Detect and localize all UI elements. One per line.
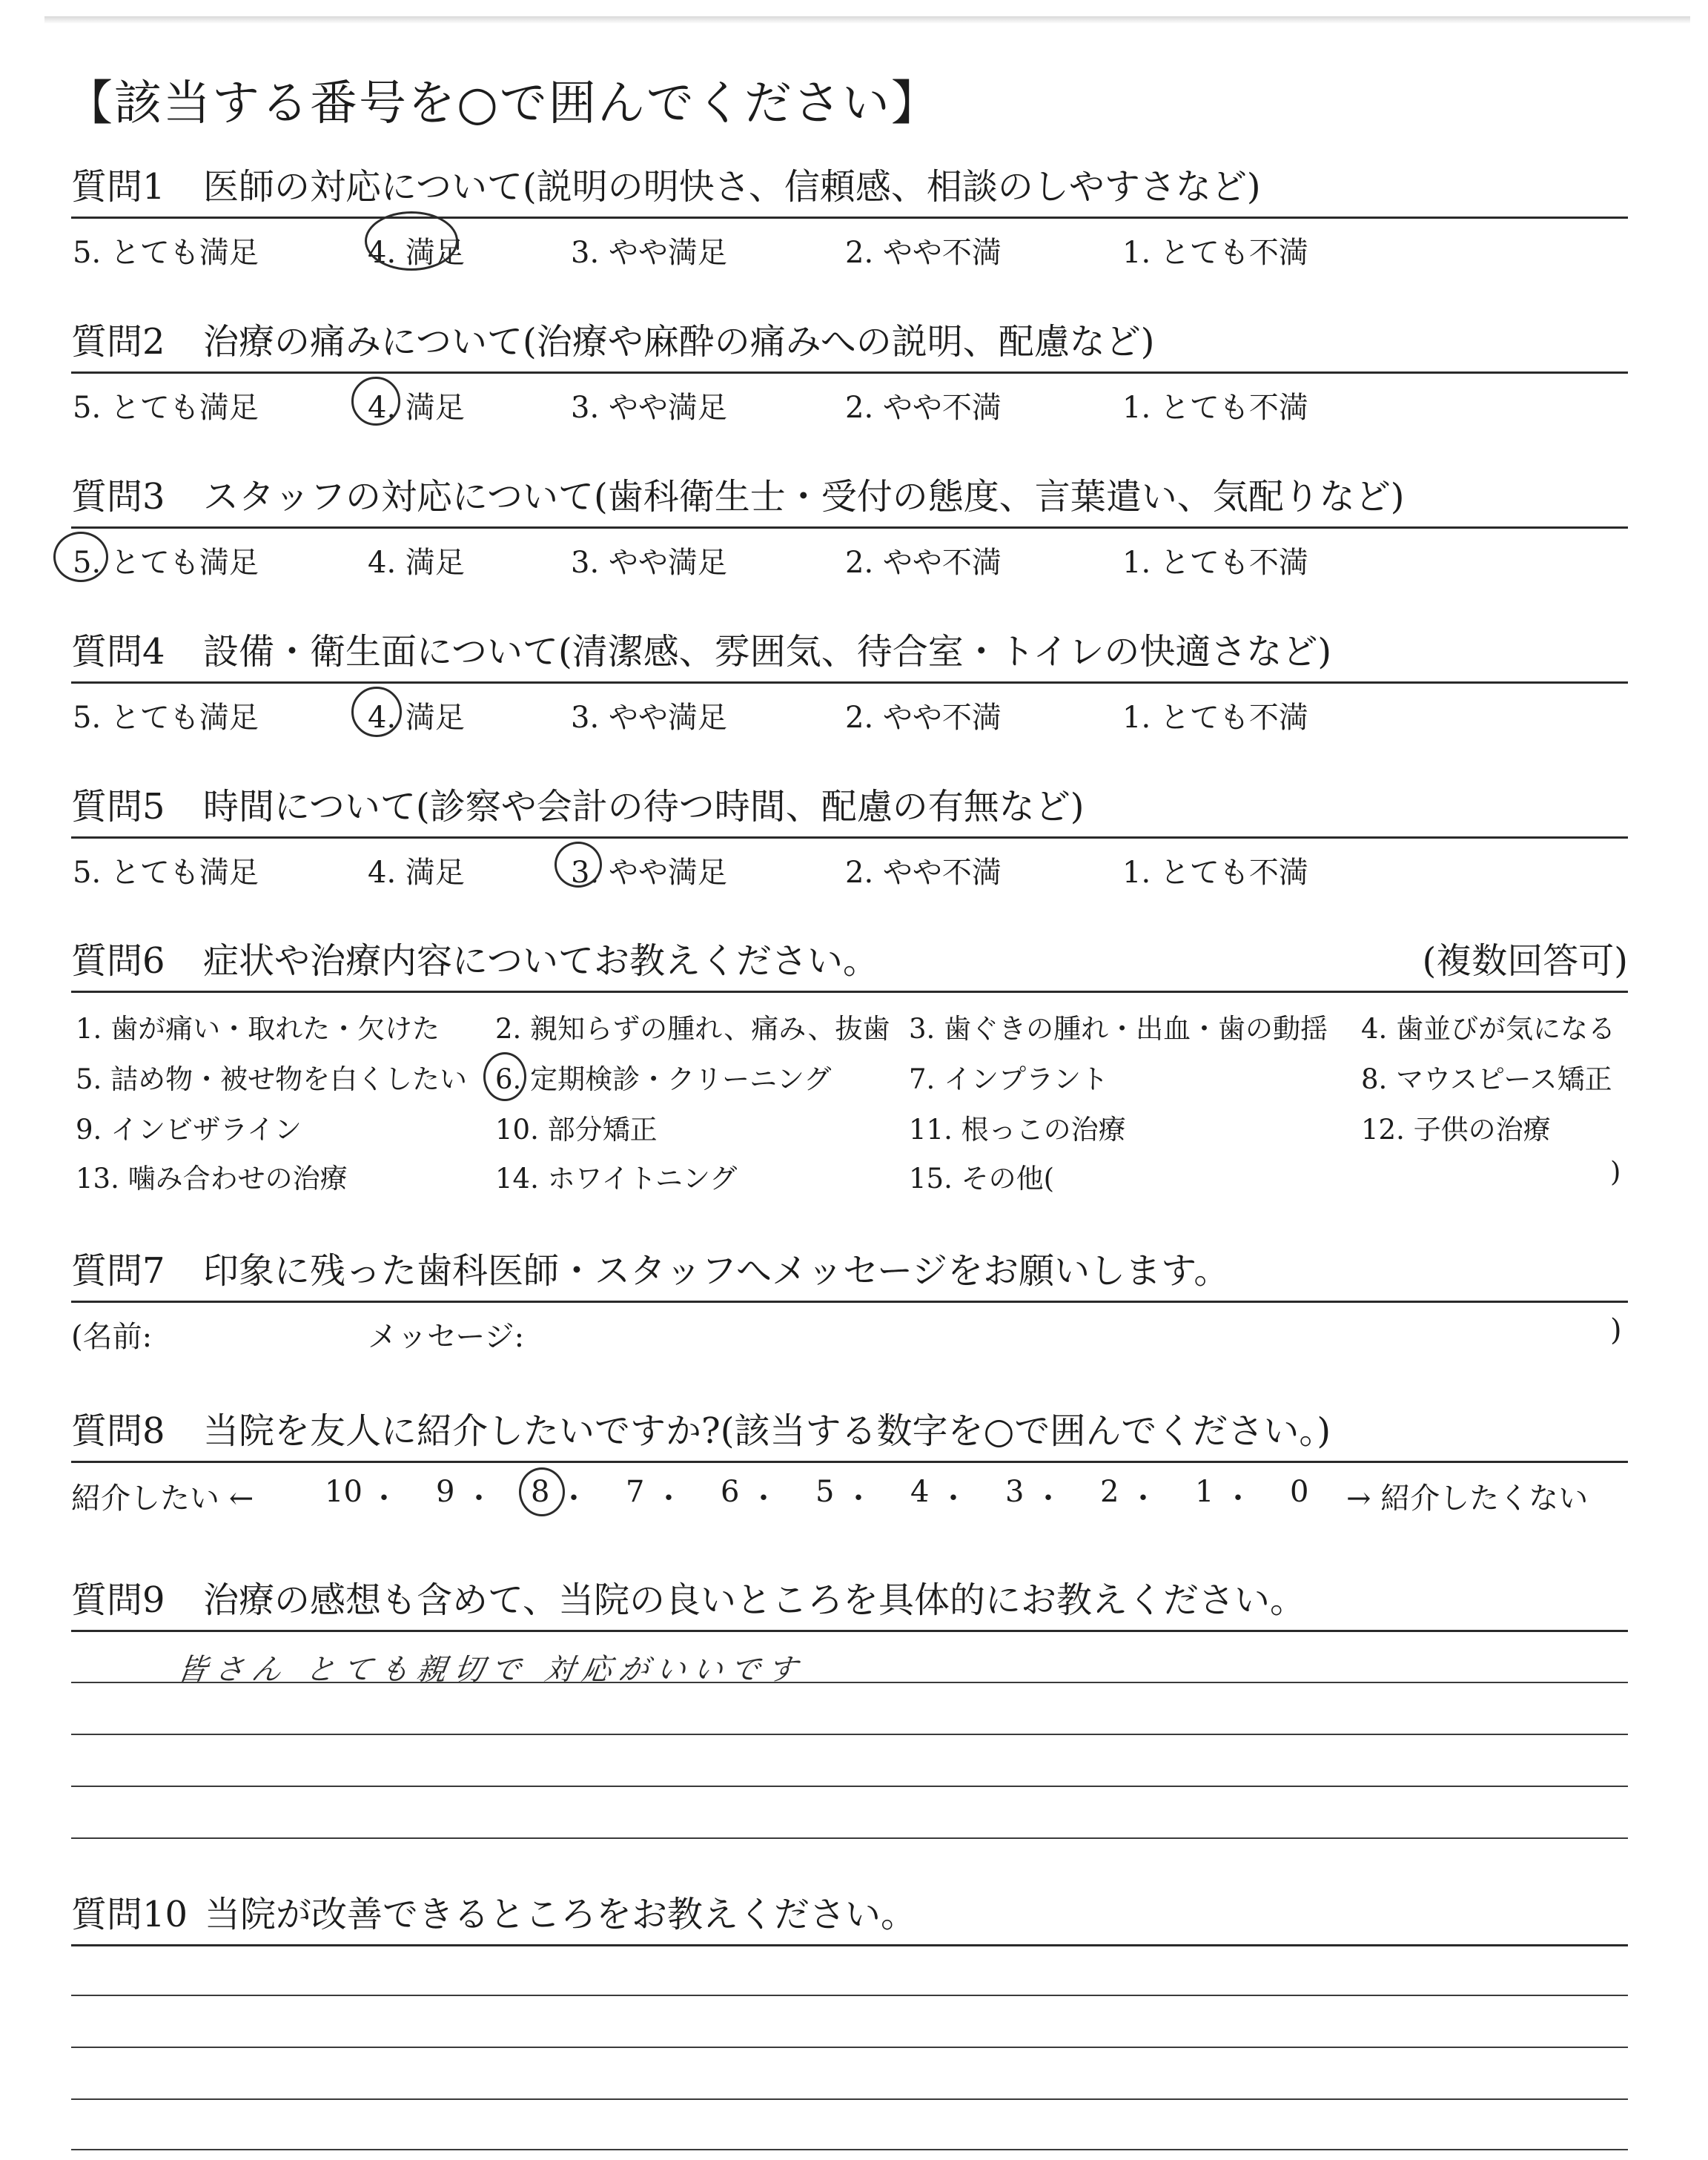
option-1-very-dissatisfied[interactable]: 1. とても不満 [1122, 236, 1308, 270]
q6-other-close-paren: ) [1610, 1156, 1621, 1188]
question-4-text: 設備・衛生面について(清潔感、雰囲気、待合室・トイレの快適さなど) [203, 631, 1332, 673]
option-2-somewhat-dissatisfied[interactable]: 2. やや不満 [845, 236, 1002, 270]
scale-9[interactable]: 9 [436, 1475, 455, 1509]
scale-dot: ・ [369, 1482, 399, 1516]
scale-5[interactable]: 5 [815, 1475, 835, 1509]
q6-option-10[interactable]: 10. 部分矯正 [495, 1114, 658, 1146]
q6-option-1[interactable]: 1. 歯が痛い・取れた・欠けた [76, 1013, 440, 1045]
scale-6[interactable]: 6 [721, 1475, 740, 1509]
hand-drawn-circle-mark [351, 687, 402, 737]
recommend-scale [71, 1463, 1628, 1518]
q6-option-7[interactable]: 7. インプラント [909, 1063, 1109, 1095]
question-3-text: スタッフの対応について(歯科衛生士・受付の態度、言葉遣い、気配りなど) [203, 476, 1405, 518]
question-3 [71, 472, 1628, 581]
option-3-somewhat-satisfied[interactable]: 3. やや満足 [571, 701, 727, 735]
question-3-options [71, 529, 1628, 581]
option-1-very-dissatisfied[interactable]: 1. とても不満 [1122, 546, 1308, 580]
option-2-somewhat-dissatisfied[interactable]: 2. やや不満 [845, 546, 1002, 580]
option-4-satisfied[interactable]: 4. 満足 [368, 236, 465, 270]
question-2-header [71, 317, 1628, 374]
scale-dot: ・ [844, 1482, 873, 1516]
question-4-header [71, 627, 1628, 684]
scale-left-label: 紹介したい ← [71, 1482, 254, 1516]
answer-line [71, 1682, 1628, 1683]
q6-option-5[interactable]: 5. 詰め物・被せ物を白くしたい [76, 1063, 468, 1095]
answer-line [71, 2098, 1628, 2100]
option-5-very-satisfied[interactable]: 5. とても満足 [73, 546, 259, 580]
option-5-very-satisfied[interactable]: 5. とても満足 [73, 391, 259, 425]
answer-line [71, 1734, 1628, 1735]
hand-drawn-circle-mark [483, 1052, 526, 1101]
scale-4[interactable]: 4 [910, 1475, 930, 1509]
question-6-number: 質問6 [71, 940, 165, 982]
name-field-label: (名前: [71, 1320, 153, 1354]
scale-3[interactable]: 3 [1005, 1475, 1025, 1509]
question-8-text: 当院を友人に紹介したいですか?(該当する数字を○で囲んでください。) [203, 1410, 1331, 1452]
question-1 [71, 162, 1628, 271]
question-5-text: 時間について(診察や会計の待つ時間、配慮の有無など) [203, 786, 1085, 828]
message-field-label: メッセージ: [368, 1320, 525, 1354]
option-3-somewhat-satisfied[interactable]: 3. やや満足 [571, 236, 727, 270]
option-5-very-satisfied[interactable]: 5. とても満足 [73, 701, 259, 735]
question-10-header [71, 1889, 1628, 1946]
question-10-text: 当院が改善できるところをお教えください。 [205, 1894, 917, 1935]
scale-dot: ・ [1223, 1482, 1253, 1516]
answer-line [71, 2149, 1628, 2150]
hand-drawn-circle-mark [351, 377, 400, 426]
question-5-header [71, 782, 1628, 839]
scale-2[interactable]: 2 [1100, 1475, 1119, 1509]
question-9-header [71, 1575, 1628, 1632]
q6-option-15-other[interactable]: 15. その他( [909, 1163, 1055, 1195]
q6-option-3[interactable]: 3. 歯ぐきの腫れ・出血・歯の動揺 [909, 1013, 1328, 1045]
option-3-somewhat-satisfied[interactable]: 3. やや満足 [571, 856, 727, 890]
option-2-somewhat-dissatisfied[interactable]: 2. やや不満 [845, 391, 1002, 425]
option-2-somewhat-dissatisfied[interactable]: 2. やや不満 [845, 856, 1002, 890]
scale-10[interactable]: 10 [325, 1475, 363, 1509]
question-8-number: 質問8 [71, 1410, 165, 1452]
question-2-text: 治療の痛みについて(治療や麻酔の痛みへの説明、配慮など) [203, 321, 1155, 363]
question-2-number: 質問2 [71, 321, 165, 363]
question-10-number: 質問10 [71, 1894, 188, 1935]
hand-drawn-circle-mark [53, 532, 108, 582]
question-1-text: 医師の対応について(説明の明快さ、信頼感、相談のしやすさなど) [203, 166, 1261, 208]
scale-8[interactable]: 8 [531, 1475, 550, 1509]
question-5-number: 質問5 [71, 786, 165, 828]
option-4-satisfied[interactable]: 4. 満足 [368, 391, 465, 425]
answer-line [71, 1837, 1628, 1839]
answer-line [71, 1786, 1628, 1787]
q6-option-11[interactable]: 11. 根っこの治療 [909, 1114, 1126, 1146]
question-8 [71, 1406, 1628, 1518]
option-2-somewhat-dissatisfied[interactable]: 2. やや不満 [845, 701, 1002, 735]
question-6-header [71, 936, 1628, 993]
option-5-very-satisfied[interactable]: 5. とても満足 [73, 236, 259, 270]
hand-drawn-circle-mark [555, 842, 602, 888]
q6-option-4[interactable]: 4. 歯並びが気になる [1361, 1013, 1616, 1045]
option-1-very-dissatisfied[interactable]: 1. とても不満 [1122, 701, 1308, 735]
hand-drawn-circle-mark [519, 1467, 565, 1516]
question-4-number: 質問4 [71, 631, 165, 673]
question-2-options [71, 374, 1628, 426]
scale-dot: ・ [559, 1482, 589, 1516]
multiple-answers-note: (複数回答可) [1422, 940, 1628, 982]
question-8-header [71, 1406, 1628, 1463]
scale-dot: ・ [464, 1482, 494, 1516]
question-7-header [71, 1246, 1628, 1303]
option-5-very-satisfied[interactable]: 5. とても満足 [73, 856, 259, 890]
question-9-number: 質問9 [71, 1579, 165, 1621]
q6-option-6[interactable]: 6. 定期検診・クリーニング [495, 1063, 832, 1095]
page-title: 【該当する番号を○で囲んでください】 [65, 76, 940, 131]
question-3-header [71, 472, 1628, 529]
q6-option-12[interactable]: 12. 子供の治療 [1361, 1114, 1551, 1146]
answer-line [71, 2047, 1628, 2048]
question-1-options [71, 219, 1628, 271]
question-7-fields [71, 1303, 1628, 1355]
q6-option-13[interactable]: 13. 噛み合わせの治療 [76, 1163, 348, 1195]
scale-dot: ・ [749, 1482, 778, 1516]
question-2 [71, 317, 1628, 426]
answer-line [71, 1995, 1628, 1996]
question-5 [71, 782, 1628, 891]
question-10 [71, 1889, 1628, 1946]
question-7-text: 印象に残った歯科医師・スタッフへメッセージをお願いします。 [203, 1250, 1230, 1292]
scale-dot: ・ [654, 1482, 683, 1516]
scale-0[interactable]: 0 [1290, 1475, 1309, 1509]
question-7-number: 質問7 [71, 1250, 165, 1292]
option-1-very-dissatisfied[interactable]: 1. とても不満 [1122, 391, 1308, 425]
question-7 [71, 1246, 1628, 1355]
q6-option-8[interactable]: 8. マウスピース矯正 [1361, 1063, 1612, 1095]
question-4-options [71, 684, 1628, 736]
message-close-paren: ) [1610, 1313, 1622, 1347]
option-3-somewhat-satisfied[interactable]: 3. やや満足 [571, 391, 727, 425]
question-9 [71, 1575, 1628, 1632]
q6-option-2[interactable]: 2. 親知らずの腫れ、痛み、抜歯 [495, 1013, 890, 1045]
scale-right-label: → 紹介したくない [1346, 1482, 1589, 1516]
question-1-header [71, 162, 1628, 219]
option-3-somewhat-satisfied[interactable]: 3. やや満足 [571, 546, 727, 580]
option-4-satisfied[interactable]: 4. 満足 [368, 701, 465, 735]
option-4-satisfied[interactable]: 4. 満足 [368, 856, 465, 890]
hand-drawn-circle-mark [365, 211, 458, 271]
scale-dot: ・ [939, 1482, 968, 1516]
scale-1[interactable]: 1 [1195, 1475, 1214, 1509]
option-4-satisfied[interactable]: 4. 満足 [368, 546, 465, 580]
option-1-very-dissatisfied[interactable]: 1. とても不満 [1122, 856, 1308, 890]
question-9-text: 治療の感想も含めて、当院の良いところを具体的にお教えください。 [203, 1579, 1306, 1621]
scale-7[interactable]: 7 [626, 1475, 645, 1509]
question-6-options [71, 993, 1628, 1208]
question-3-number: 質問3 [71, 476, 165, 518]
question-6 [71, 936, 1628, 1208]
q6-option-9[interactable]: 9. インビザライン [76, 1114, 302, 1146]
scale-dot: ・ [1128, 1482, 1158, 1516]
question-5-options [71, 839, 1628, 891]
scale-dot: ・ [1033, 1482, 1063, 1516]
question-4 [71, 627, 1628, 736]
q6-option-14[interactable]: 14. ホワイトニング [495, 1163, 738, 1195]
handwritten-answer: 皆さん とても親切で 対応がいいです [175, 1653, 807, 1687]
question-1-number: 質問1 [71, 166, 165, 208]
question-6-text: 症状や治療内容についてお教えください。 [203, 940, 879, 982]
